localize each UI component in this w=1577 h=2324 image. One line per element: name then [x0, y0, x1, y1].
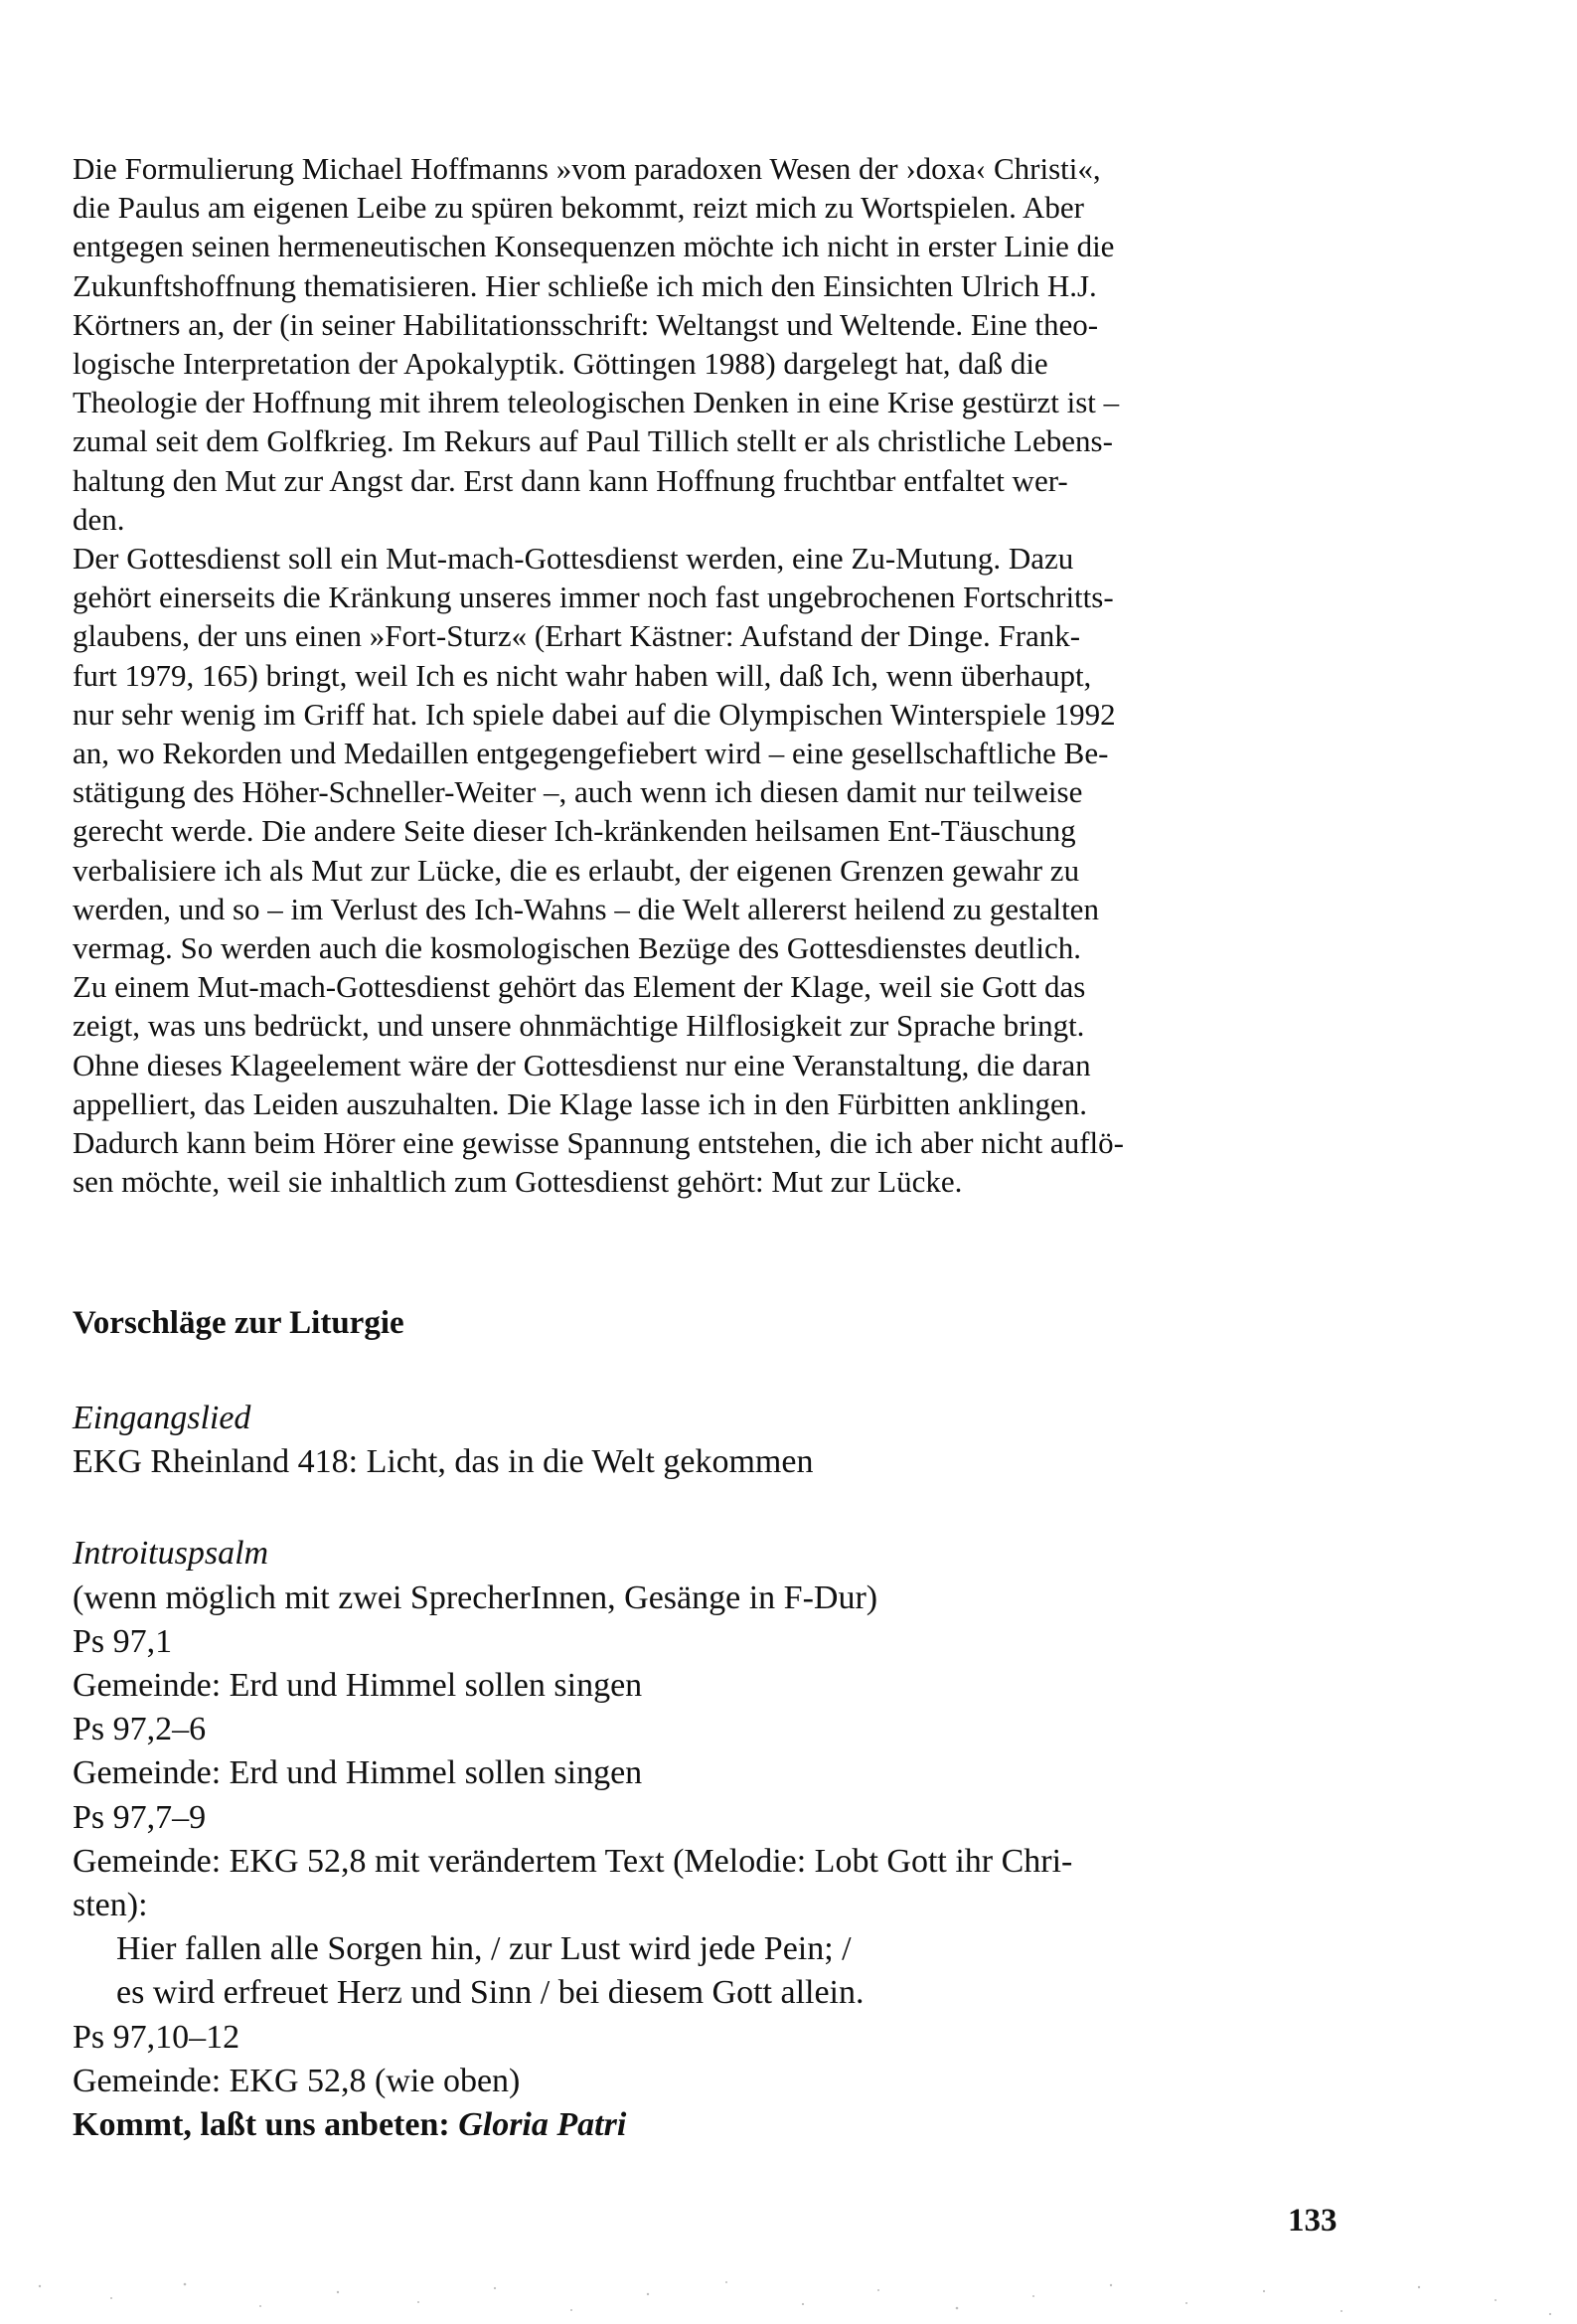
text-line: entgegen seinen hermeneutischen Konsequenzen möchte ich nicht in erster Linie die — [73, 229, 1115, 264]
text-line: verbalisiere ich als Mut zur Lücke, die es erlaubt, der eigenen Grenzen gewahr zu — [73, 852, 1080, 888]
gloria-patri: Gloria Patri — [458, 2106, 627, 2144]
congregation-response: Gemeinde: EKG 52,8 (wie oben) — [73, 2062, 521, 2099]
psalm-reference: Ps 97,2–6 — [73, 1711, 207, 1748]
text-line: gehört einerseits die Kränkung unseres immer noch fast ungebrochenen Fortschritts- — [73, 580, 1114, 615]
text-line: Ohne dieses Klageelement wäre der Gottesdienst nur eine Veranstaltung, die daran — [73, 1047, 1091, 1082]
text-line: an, wo Rekorden und Medaillen entgegengefiebert wird – eine gesellschaftliche Be- — [73, 736, 1109, 771]
text-line: zumal seit dem Golfkrieg. Im Rekurs auf Paul Tillich stellt er als christliche Lebens- — [73, 423, 1113, 459]
introituspsalm-title: Introituspsalm — [73, 1535, 269, 1573]
congregation-response: Gemeinde: EKG 52,8 mit verändertem Text (Melodie: Lobt Gott ihr Chri- — [73, 1842, 1073, 1880]
text-line: Dadurch kann beim Hörer eine gewisse Spannung entstehen, die ich aber nicht auflö- — [73, 1125, 1124, 1161]
text-line: Der Gottesdienst soll ein Mut-mach-Gottesdienst werden, eine Zu-Mutung. Dazu — [73, 541, 1074, 577]
congregation-response: Gemeinde: Erd und Himmel sollen singen — [73, 1667, 643, 1705]
text-line: werden, und so – im Verlust des Ich-Wahns – die Welt allererst heilend zu gestalten — [73, 891, 1099, 926]
text-line: glaubens, der uns einen »Fort-Sturz« (Erhart Kästner: Aufstand der Dinge. Frank- — [73, 618, 1081, 654]
eingangslied-text: EKG Rheinland 418: Licht, das in die Welt gekommen — [73, 1443, 814, 1481]
page-number: 133 — [1288, 2203, 1338, 2239]
text-line: Zu einem Mut-mach-Gottesdienst gehört das Element der Klage, weil sie Gott das — [73, 969, 1086, 1005]
text-line: die Paulus am eigenen Leibe zu spüren bekommt, reizt mich zu Wortspielen. Aber — [73, 190, 1084, 226]
text-line: appelliert, das Leiden auszuhalten. Die Klage lasse ich in den Fürbitten anklingen. — [73, 1085, 1087, 1121]
liturgy-section — [73, 1397, 1354, 2147]
psalm-reference: Ps 97,7–9 — [73, 1798, 207, 1836]
psalm-reference: Ps 97,10–12 — [73, 2018, 240, 2056]
hymn-verse-line: Hier fallen alle Sorgen hin, / zur Lust wird jede Pein; / — [116, 1930, 852, 1968]
text-line: Theologie der Hoffnung mit ihrem teleologischen Denken in eine Krise gestürzt ist – — [73, 385, 1120, 420]
hymn-verse-line: es wird erfreuet Herz und Sinn / bei diesem Gott allein. — [116, 1974, 865, 2012]
introituspsalm-note: (wenn möglich mit zwei SprecherInnen, Gesänge in F-Dur) — [73, 1578, 878, 1616]
scan-noise — [0, 2276, 1577, 2324]
section-heading: Vorschläge zur Liturgie — [73, 1305, 404, 1341]
text-line: Körtners an, der (in seiner Habilitationsschrift: Weltangst und Weltende. Eine theo- — [73, 306, 1099, 342]
psalm-reference: Ps 97,1 — [73, 1622, 173, 1660]
text-line: Zukunftshoffnung thematisieren. Hier schließe ich mich den Einsichten Ulrich H.J. — [73, 267, 1097, 303]
text-line: sen möchte, weil sie inhaltlich zum Gottesdienst gehört: Mut zur Lücke. — [73, 1164, 963, 1200]
text-line: den. — [73, 501, 125, 537]
text-line: logische Interpretation der Apokalyptik. Göttingen 1988) dargelegt hat, daß die — [73, 346, 1048, 382]
text-line: stätigung des Höher-Schneller-Weiter –, auch wenn ich diesen damit nur teilweise — [73, 774, 1083, 810]
text-line: Die Formulierung Michael Hoffmanns »vom paradoxen Wesen der ›doxa‹ Christi«, — [73, 151, 1101, 186]
text-line: furt 1979, 165) bringt, weil Ich es nicht wahr haben will, daß Ich, wenn überhaupt, — [73, 657, 1092, 693]
text-line: haltung den Mut zur Angst dar. Erst dann kann Hoffnung fruchtbar entfaltet wer- — [73, 462, 1068, 498]
closing-prefix: Kommt, laßt uns anbeten: — [73, 2106, 459, 2144]
text-line: zeigt, was uns bedrückt, und unsere ohnmächtige Hilflosigkeit zur Sprache bringt. — [73, 1008, 1085, 1044]
text-line: vermag. So werden auch die kosmologischen Bezüge des Gottesdienstes deutlich. — [73, 930, 1081, 966]
eingangslied-title: Eingangslied — [73, 1400, 251, 1436]
text-line: nur sehr wenig im Griff hat. Ich spiele dabei auf die Olympischen Winterspiele 1992 — [73, 696, 1116, 732]
closing-line — [73, 2103, 1354, 2147]
congregation-response-continued: sten): — [73, 1887, 148, 1924]
congregation-response: Gemeinde: Erd und Himmel sollen singen — [73, 1754, 643, 1792]
spacer — [73, 1484, 1354, 1532]
text-line: gerecht werde. Die andere Seite dieser Ich-kränkenden heilsamen Ent-Täuschung — [73, 813, 1076, 849]
intro-paragraphs — [73, 149, 1354, 1201]
